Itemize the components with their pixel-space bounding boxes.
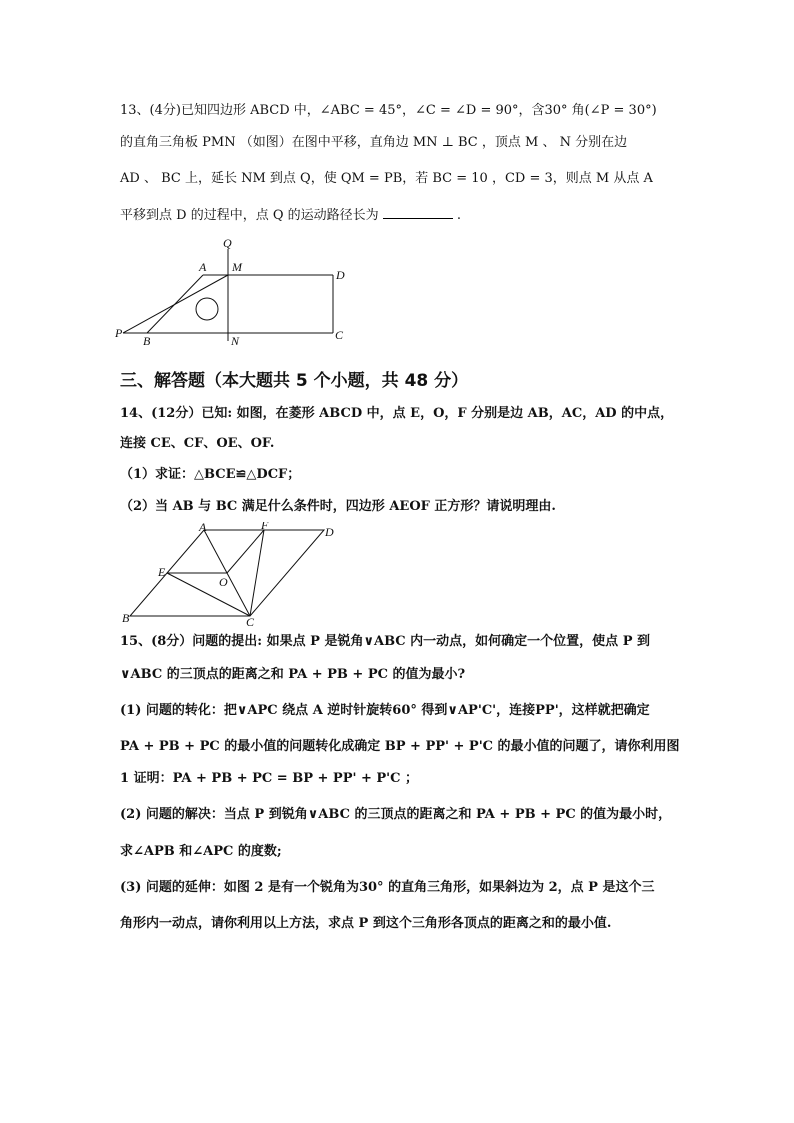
label-B: B xyxy=(122,611,130,625)
label-A: A xyxy=(199,260,207,274)
label-D: D xyxy=(336,268,345,282)
label-N: N xyxy=(231,334,240,348)
q15-part-1-b: PA + PB + PC 的最小值的问题转化成确定 BP + PP' + P'C 的最小值的问题了，请你利用图 xyxy=(120,739,680,754)
label-O: O xyxy=(219,575,228,589)
label-C: C xyxy=(335,328,344,342)
q15-part-1-a: (1) 问题的转化：把∨APC 绕点 A 逆时针旋转60° 得到∨AP'C'，连接PP'，这样就把确定 xyxy=(120,703,650,718)
label-P: P xyxy=(115,326,123,340)
q15-line-2: ∨ABC 的三顶点的距离之和 PA + PB + PC 的值为最小? xyxy=(120,667,466,682)
q13-line-3: AD 、 BC 上，延长 NM 到点 Q，使 QM = PB，若 BC = 10 ，CD = 3，则点 M 从点 A xyxy=(120,171,653,186)
q13-figure xyxy=(115,235,355,350)
q14-part-1: （1）求证：△BCE≌△DCF； xyxy=(120,467,301,482)
label-Q: Q xyxy=(223,236,232,250)
section-heading: 三、解答题（本大题共 5 个小题，共 48 分） xyxy=(120,371,469,391)
q14-line-1: 14、(12分）已知: 如图，在菱形 ABCD 中，点 E，O，F 分别是边 AB，AC，AD 的中点， xyxy=(120,406,674,421)
label-B: B xyxy=(143,334,151,348)
answer-blank xyxy=(383,206,453,219)
q15-part-3-b: 角形内一动点，请你利用以上方法，求点 P 到这个三角形各顶点的距离之和的最小值. xyxy=(120,916,612,931)
segment-CF xyxy=(250,530,264,616)
segment-PM xyxy=(123,275,228,333)
q13-line-4-end: . xyxy=(456,208,462,223)
label-D: D xyxy=(325,525,334,539)
label-C: C xyxy=(246,615,255,628)
q13-line-2: 的直角三角板 PMN （如图）在图中平移，直角边 MN ⊥ BC ，顶点 M 、 N 分别在边 xyxy=(120,135,628,150)
q14-figure xyxy=(118,522,338,628)
q14-part-2: （2）当 AB 与 BC 满足什么条件时，四边形 AEOF 正方形？请说明理由. xyxy=(120,499,556,514)
q13-line-4 xyxy=(120,206,461,225)
q15-line-1: 15、(8分）问题的提出: 如果点 P 是锐角∨ABC 内一动点，如何确定一个位置，使点 P 到 xyxy=(120,634,651,649)
hole-circle xyxy=(196,298,218,320)
label-A: A xyxy=(199,522,207,534)
q13-line-4-text: 平移到点 D 的过程中，点 Q 的运动路径长为 xyxy=(120,208,379,223)
q15-part-3-a: (3) 问题的延伸：如图 2 是有一个锐角为30° 的直角三角形，如果斜边为 2，点 P 是这个三 xyxy=(120,880,655,895)
q15-part-1-c: 1 证明：PA + PB + PC = BP + PP' + P'C ； xyxy=(120,771,419,786)
label-F: F xyxy=(261,522,269,532)
q14-line-2: 连接 CE、CF、OE、OF. xyxy=(120,436,275,451)
label-M: M xyxy=(232,260,242,274)
q15-part-2-a: (2) 问题的解决：当点 P 到锐角∨ABC 的三顶点的距离之和 PA + PB + PC 的值为最小时， xyxy=(120,807,672,822)
q13-line-1: 13、(4分)已知四边形 ABCD 中，∠ABC = 45°，∠C = ∠D = 90°，含30° 角(∠P = 30°) xyxy=(120,103,657,118)
q15-part-2-b: 求∠APB 和∠APC 的度数; xyxy=(120,844,282,859)
label-E: E xyxy=(158,565,166,579)
segment-CE xyxy=(167,573,250,616)
